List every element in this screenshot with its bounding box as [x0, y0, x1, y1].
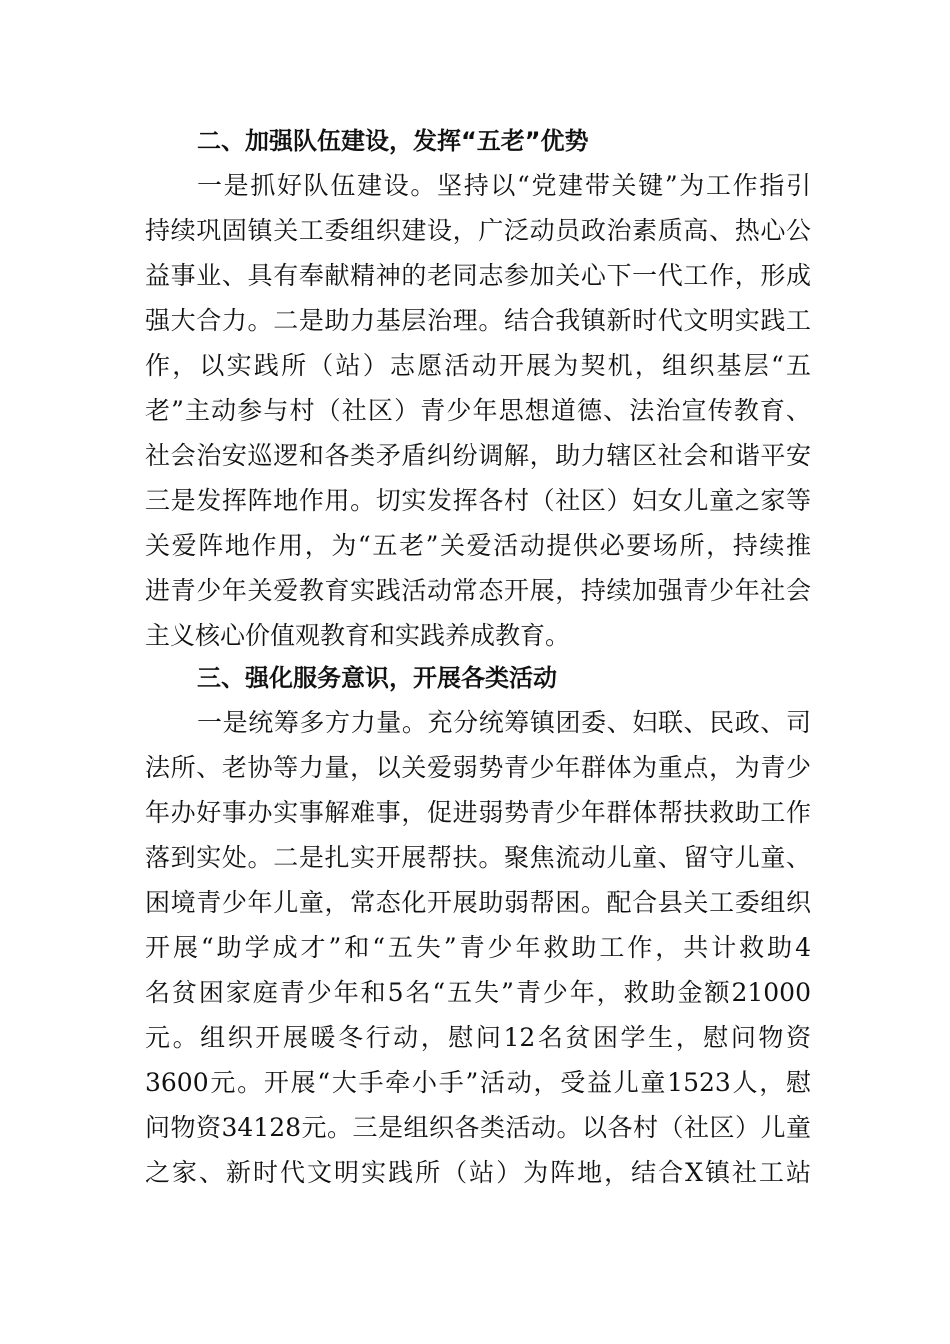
section-3-line: 3600元。开展“大手牵小手”活动，受益儿童1523人，慰: [145, 1068, 811, 1097]
section-3-line: 法所、老协等力量，以关爱弱势青少年群体为重点，为青少: [145, 753, 811, 782]
section-3-line: 之家、新时代文明实践所（站）为阵地，结合X镇社工站: [145, 1158, 811, 1187]
section-3-line: 开展“助学成才”和“五失”青少年救助工作，共计救助4: [145, 933, 811, 962]
section-2-line: 作，以实践所（站）志愿活动开展为契机，组织基层“五: [145, 351, 811, 380]
section-3-line: 一是统筹多方力量。充分统筹镇团委、妇联、民政、司: [197, 708, 811, 737]
section-3-line: 困境青少年儿童，常态化开展助弱帮困。配合县关工委组织: [145, 888, 811, 917]
section-3-heading: 三、强化服务意识，开展各类活动: [197, 664, 557, 692]
section-2-line: 强大合力。二是助力基层治理。结合我镇新时代文明实践工: [145, 306, 811, 335]
section-2-line: 主义核心价值观教育和实践养成教育。: [145, 621, 571, 650]
section-2-line: 社会治安巡逻和各类矛盾纠纷调解，助力辖区社会和谐平安: [145, 441, 811, 470]
section-2-line: 老”主动参与村（社区）青少年思想道德、法治宣传教育、: [145, 396, 811, 425]
section-2-line: 三是发挥阵地作用。切实发挥各村（社区）妇女儿童之家等: [145, 486, 811, 515]
section-2-line: 关爱阵地作用，为“五老”关爱活动提供必要场所，持续推: [145, 531, 811, 560]
section-3-line: 年办好事办实事解难事，促进弱势青少年群体帮扶救助工作: [145, 798, 811, 827]
section-2-line: 益事业、具有奉献精神的老同志参加关心下一代工作，形成: [145, 261, 811, 290]
section-2-line: 进青少年关爱教育实践活动常态开展，持续加强青少年社会: [145, 576, 811, 605]
section-3-line: 元。组织开展暖冬行动，慰问12名贫困学生，慰问物资: [145, 1023, 811, 1052]
section-2-line: 一是抓好队伍建设。坚持以“党建带关键”为工作指引: [197, 171, 811, 200]
section-2-line: 持续巩固镇关工委组织建设，广泛动员政治素质高、热心公: [145, 216, 811, 245]
section-3-line: 落到实处。二是扎实开展帮扶。聚焦流动儿童、留守儿童、: [145, 843, 811, 872]
section-3-line: 名贫困家庭青少年和5名“五失”青少年，救助金额21000: [145, 978, 811, 1007]
section-2-heading: 二、加强队伍建设，发挥“五老”优势: [197, 127, 589, 155]
section-3-line: 问物资34128元。三是组织各类活动。以各村（社区）儿童: [145, 1113, 811, 1142]
